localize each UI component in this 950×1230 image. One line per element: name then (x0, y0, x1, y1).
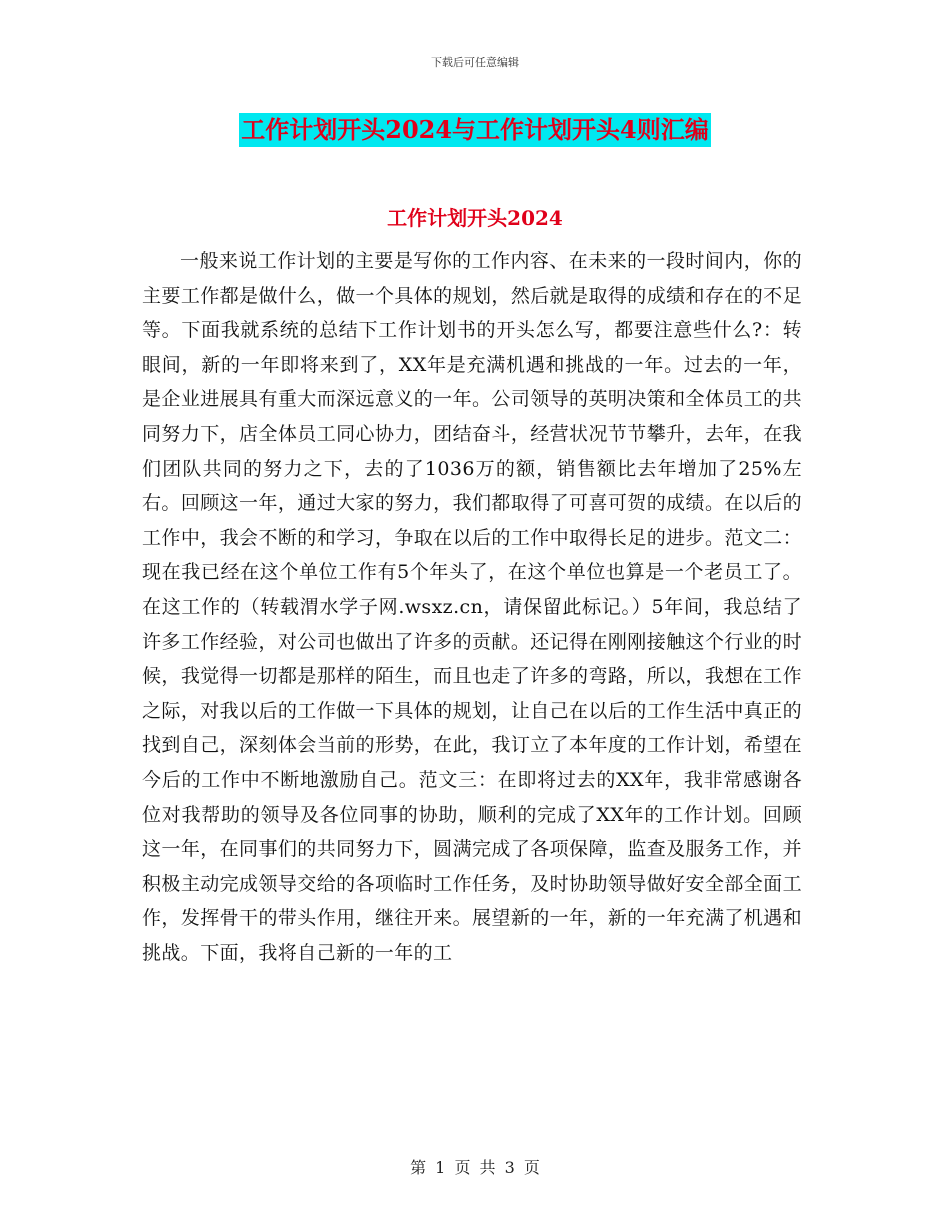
main-title-container (0, 113, 950, 147)
header-note: 下载后可任意编辑 (431, 56, 519, 69)
section-title: 工作计划开头2024 (387, 206, 563, 230)
page-footer: 第 1 页 共 3 页 (410, 1158, 540, 1177)
body-paragraph: 一般来说工作计划的主要是写你的工作内容、在未来的一段时间内，你的主要工作都是做什么，做一个具体的规划，然后就是取得的成绩和存在的不足等。下面我就系统的总结下工作计划书的开头怎么写，都要注意些什么?：转眼间，新的一年即将来到了，XX年是充满机遇和挑战的一年。过去的一年，是企业进展具有重大而深远意义的一年。公司领导的英明决策和全体员工的共同努力下，店全体员工同心协力，团结奋斗，经营状况节节攀升，去年，在我们团队共同的努力之下，去的了1036万的额，销售额比去年增加了25%左右。回顾这一年，通过大家的努力，我们都取得了可喜可贺的成绩。在以后的工作中，我会不断的和学习，争取在以后的工作中取得长足的进步。范文二：现在我已经在这个单位工作有5个年头了，在这个单位也算是一个老员工了。在这工作的（转载渭水学子网.wsxz.cn，请保留此标记。）5年间，我总结了许多工作经验，对公司也做出了许多的贡献。还记得在刚刚接触这个行业的时候，我觉得一切都是那样的陌生，而且也走了许多的弯路，所以，我想在工作之际，对我以后的工作做一下具体的规划，让自己在以后的工作生活中真正的找到自己，深刻体会当前的形势，在此，我订立了本年度的工作计划，希望在今后的工作中不断地激励自己。范文三：在即将过去的XX年，我非常感谢各位对我帮助的领导及各位同事的协助，顺利的完成了XX年的工作计划。回顾这一年，在同事们的共同努力下，圆满完成了各项保障，监查及服务工作，并积极主动完成领导交给的各项临时工作任务，及时协助领导做好安全部全面工作，发挥骨干的带头作用，继往开来。展望新的一年，新的一年充满了机遇和挑战。下面，我将自己新的一年的工 (142, 250, 802, 964)
main-title: 工作计划开头2024与工作计划开头4则汇编 (239, 113, 711, 147)
